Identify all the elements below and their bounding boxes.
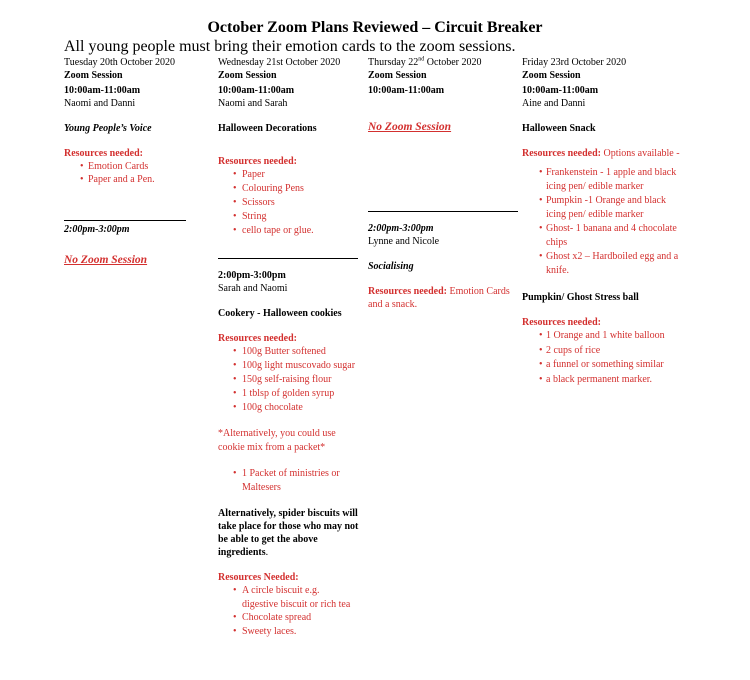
list-item: • Frankenstein - 1 apple and black icing pen/ edible marker — [522, 166, 688, 193]
list-item: • cello tape or glue. — [218, 224, 364, 238]
thursday-date-suffix: nd — [418, 56, 425, 63]
tuesday-am-staff: Naomi and Danni — [64, 98, 136, 109]
tuesday-am-time: 10:00am-11:00am — [64, 85, 141, 96]
thursday-resources-text: Emotion Cards and a snack. — [368, 286, 510, 310]
thursday-pm-time: 2:00pm-3:00pm — [368, 223, 434, 234]
wednesday-alt-resources-list — [218, 467, 358, 495]
friday-resources-text: Options available - — [603, 148, 680, 159]
list-item: • 100g chocolate — [218, 401, 364, 415]
wednesday-am-staff: Naomi and Sarah — [218, 98, 288, 109]
wednesday-pm-resources-list — [218, 345, 364, 415]
wednesday-am-time: 10:00am-11:00am — [218, 85, 295, 96]
list-item: • 150g self-raising flour — [218, 373, 364, 387]
document-title: October Zoom Plans Reviewed – Circuit Breaker — [207, 19, 543, 36]
friday-am-activity: Halloween Snack — [522, 123, 596, 134]
list-item: • 1 Orange and 1 white balloon — [522, 329, 690, 344]
friday-pm-activity: Pumpkin/ Ghost Stress ball — [522, 292, 639, 303]
friday-resources-list — [522, 166, 688, 277]
list-item: • 2 cups of rice — [522, 344, 690, 359]
wednesday-session-label: Zoom Session — [218, 70, 277, 81]
list-item: • 1 Packet of ministries or Maltesers — [218, 467, 358, 495]
thursday-column — [368, 56, 520, 311]
wednesday-pm-activity: Cookery - Halloween cookies — [218, 308, 342, 319]
spider-note-text: Alternatively, spider biscuits will take place for those who may not be able to get the above ingredients — [218, 508, 359, 558]
thursday-am-time: 10:00am-11:00am — [368, 85, 445, 96]
list-item: • String — [218, 210, 364, 224]
list-item: • Colouring Pens — [218, 182, 364, 196]
tuesday-pm-time: 2:00pm-3:00pm — [64, 224, 130, 235]
wednesday-pm-staff: Sarah and Naomi — [218, 283, 288, 294]
wednesday-spider-resources-label: Resources Needed: — [218, 572, 299, 583]
thursday-resources-label: Resources needed: — [368, 286, 447, 297]
section-divider — [64, 220, 186, 221]
tuesday-date: Tuesday 20th October 2020 — [64, 57, 176, 68]
thursday-am-note: No Zoom Session — [368, 121, 452, 133]
list-item: • Emotion Cards — [64, 160, 210, 173]
friday-am-time: 10:00am-11:00am — [522, 85, 599, 96]
wednesday-alt-note: *Alternatively, you could use cookie mix from a packet* — [218, 428, 336, 453]
section-divider — [368, 211, 518, 212]
tuesday-pm-note: No Zoom Session — [64, 254, 148, 266]
wednesday-spider-resources-list — [218, 584, 358, 638]
wednesday-pm-resources-label: Resources needed: — [218, 333, 297, 344]
list-item: • A circle biscuit e.g. digestive biscuit or rich tea — [218, 584, 358, 611]
wednesday-resources-label: Resources needed: — [218, 156, 297, 167]
list-item: • 1 tblsp of golden syrup — [218, 387, 364, 401]
wednesday-column — [218, 56, 364, 638]
section-divider — [218, 258, 358, 259]
wednesday-am-activity: Halloween Decorations — [218, 123, 317, 134]
friday-resources — [522, 147, 692, 160]
list-item: • Chocolate spread — [218, 611, 358, 625]
thursday-session-label: Zoom Session — [368, 70, 427, 81]
friday-session-label: Zoom Session — [522, 70, 581, 81]
list-item: • a funnel or something similar — [522, 358, 690, 373]
list-item: • 100g light muscovado sugar — [218, 359, 364, 373]
thursday-pm-staff: Lynne and Nicole — [368, 236, 440, 247]
thursday-date-rest: October 2020 — [424, 57, 482, 68]
tuesday-resources-list — [64, 160, 210, 186]
wednesday-resources-list — [218, 168, 364, 238]
list-item: • Paper and a Pen. — [64, 173, 210, 186]
tuesday-am-activity: Young People’s Voice — [64, 123, 152, 134]
wednesday-spider-note: Alternatively, spider biscuits will take place for those who may not be able to get the above ingredients. — [218, 508, 359, 558]
friday-resources-label: Resources needed: — [522, 148, 601, 159]
friday-date: Friday 23rd October 2020 — [522, 57, 627, 68]
friday-pm-resources-label: Resources needed: — [522, 317, 601, 328]
thursday-date — [368, 56, 520, 69]
wednesday-date: Wednesday 21st October 2020 — [218, 57, 341, 68]
thursday-resources — [368, 285, 520, 311]
list-item: • Ghost x2 – Hardboiled egg and a knife. — [522, 250, 688, 277]
thursday-pm-activity: Socialising — [368, 261, 414, 272]
friday-column — [522, 56, 690, 387]
document-subtitle: All young people must bring their emotion cards to the zoom sessions. — [64, 38, 516, 55]
list-item: • 100g Butter softened — [218, 345, 364, 359]
thursday-date-prefix: Thursday 22 — [368, 57, 419, 68]
list-item: • Paper — [218, 168, 364, 182]
list-item: • a black permanent marker. — [522, 373, 690, 388]
friday-pm-resources-list — [522, 329, 690, 387]
list-item: • Scissors — [218, 196, 364, 210]
list-item: • Pumpkin -1 Orange and black icing pen/ edible marker — [522, 194, 688, 221]
wednesday-pm-time: 2:00pm-3:00pm — [218, 270, 286, 281]
list-item: • Ghost- 1 banana and 4 chocolate chips — [522, 222, 688, 249]
tuesday-column — [64, 56, 210, 267]
tuesday-resources-label: Resources needed: — [64, 148, 143, 159]
tuesday-session-label: Zoom Session — [64, 70, 123, 81]
list-item: • Sweety laces. — [218, 625, 358, 639]
friday-am-staff: Aine and Danni — [522, 98, 586, 109]
